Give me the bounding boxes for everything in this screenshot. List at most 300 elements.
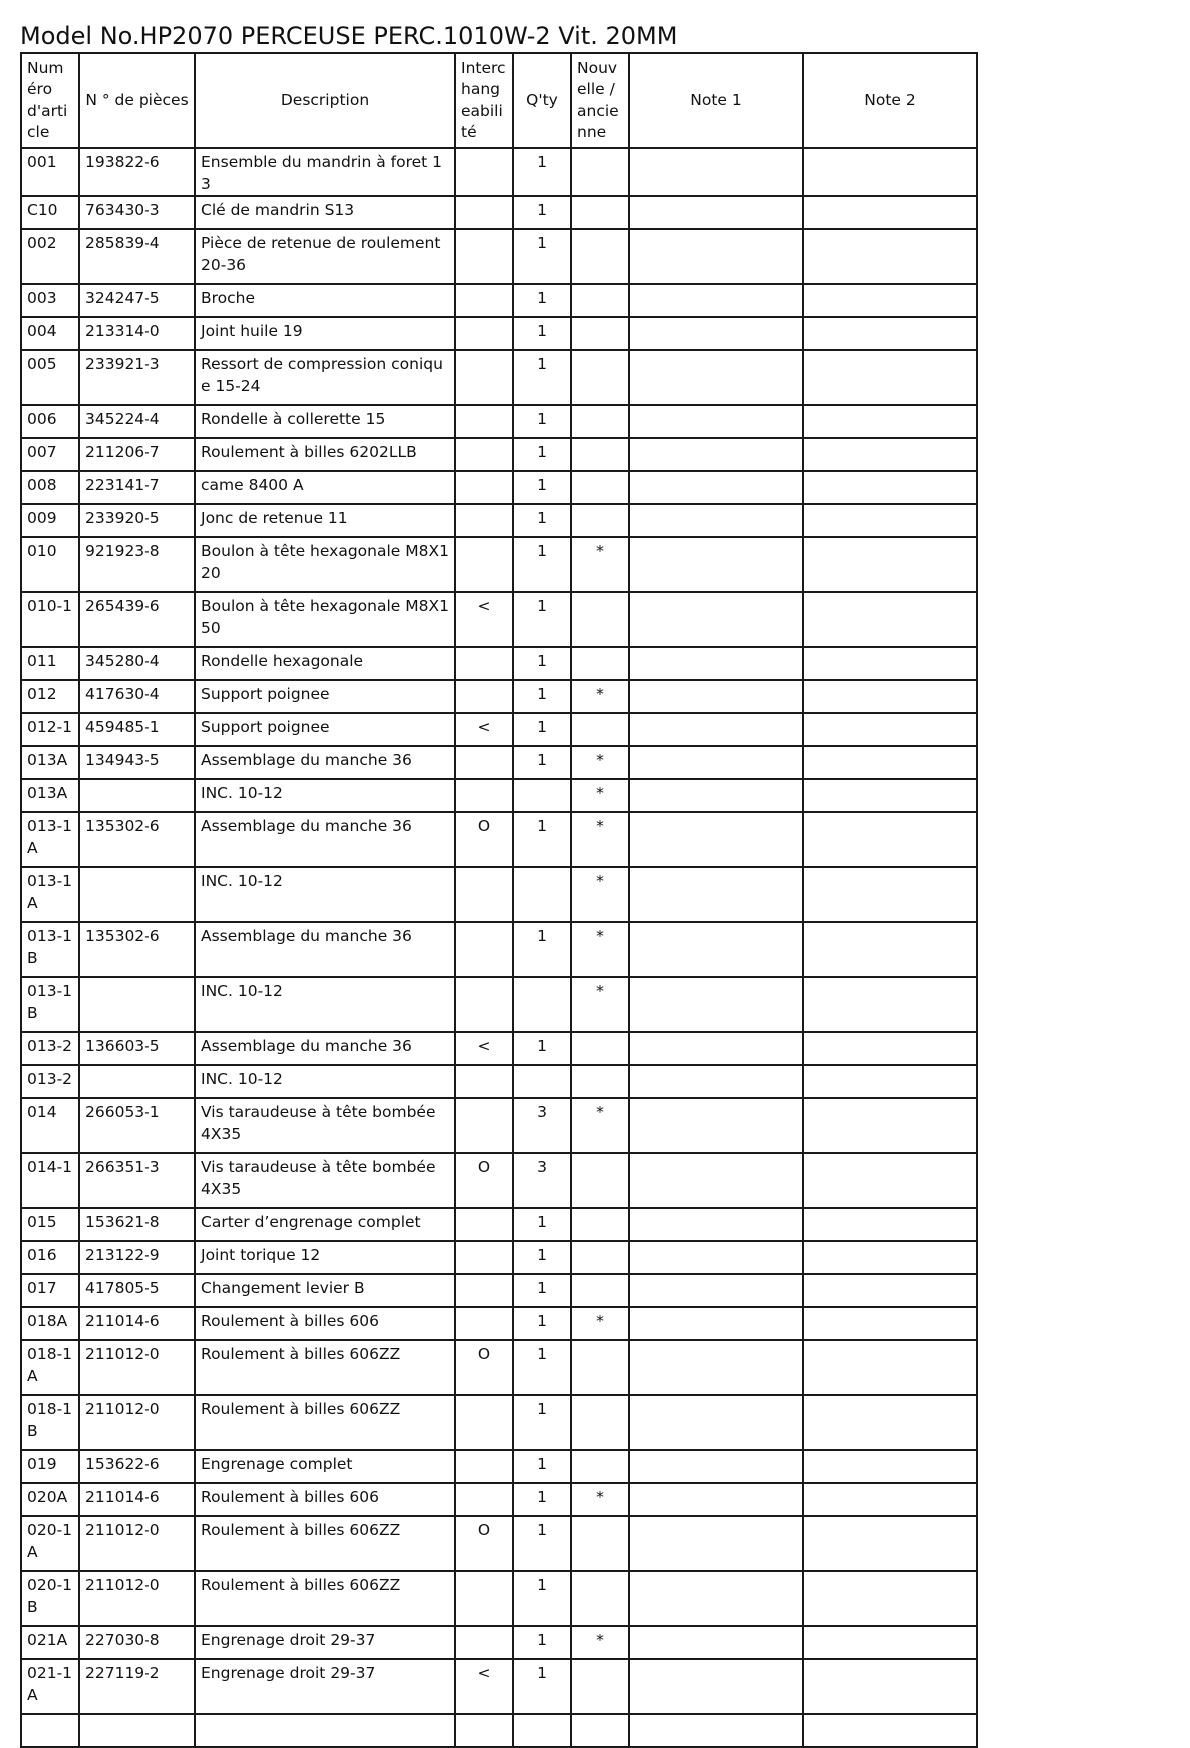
cell-note1 [629, 977, 803, 1032]
cell-new-old [571, 229, 629, 284]
cell-note2 [803, 504, 977, 537]
cell-qty: 1 [513, 1450, 571, 1483]
cell-part-no: 211012-0 [79, 1395, 195, 1450]
cell-interchangeability [455, 1241, 513, 1274]
cell-part-no: 459485-1 [79, 713, 195, 746]
cell-new-old [571, 504, 629, 537]
cell-part-no: 153621-8 [79, 1208, 195, 1241]
cell-part-no: 135302-6 [79, 922, 195, 977]
cell-interchangeability [455, 537, 513, 592]
cell-description: Roulement à billes 606ZZ [195, 1340, 455, 1395]
cell-note2 [803, 196, 977, 229]
cell-interchangeability: < [455, 1032, 513, 1065]
cell-note1 [629, 1450, 803, 1483]
cell-part-no: 211206-7 [79, 438, 195, 471]
table-row [21, 504, 977, 537]
cell-note1 [629, 471, 803, 504]
cell-part-no: 285839-4 [79, 229, 195, 284]
cell-note2 [803, 812, 977, 867]
table-row [21, 1450, 977, 1483]
cell-part-no: 763430-3 [79, 196, 195, 229]
cell-item-no: 010 [21, 537, 79, 592]
cell-description: Engrenage complet [195, 1450, 455, 1483]
cell-interchangeability [455, 1450, 513, 1483]
cell-interchangeability [455, 922, 513, 977]
cell-interchangeability [455, 405, 513, 438]
cell-part-no: 135302-6 [79, 812, 195, 867]
table-row [21, 812, 977, 867]
cell-new-old [571, 350, 629, 405]
cell-item-no: 018A [21, 1307, 79, 1340]
table-row [21, 438, 977, 471]
cell-new-old: * [571, 977, 629, 1032]
cell-part-no: 211012-0 [79, 1340, 195, 1395]
cell-interchangeability: < [455, 1659, 513, 1714]
cell-note2 [803, 779, 977, 812]
table-row [21, 1065, 977, 1098]
cell-note1 [629, 1516, 803, 1571]
cell-new-old [571, 1153, 629, 1208]
cell-note2 [803, 867, 977, 922]
cell-interchangeability [455, 229, 513, 284]
cell-item-no: 019 [21, 1450, 79, 1483]
cell-note1 [629, 1032, 803, 1065]
cell-new-old [571, 405, 629, 438]
cell-note1 [629, 1483, 803, 1516]
cell-new-old: * [571, 746, 629, 779]
cell-new-old: * [571, 1098, 629, 1153]
header-part-no: N ° de pièces [79, 53, 195, 148]
table-row [21, 1483, 977, 1516]
cell-note2 [803, 1032, 977, 1065]
cell-interchangeability [455, 1065, 513, 1098]
table-row [21, 1208, 977, 1241]
cell-interchangeability [455, 1626, 513, 1659]
cell-note2 [803, 471, 977, 504]
cell-item-no: 014 [21, 1098, 79, 1153]
table-row [21, 867, 977, 922]
cell-item-no: 013A [21, 779, 79, 812]
cell-qty: 1 [513, 148, 571, 196]
cell-note1 [629, 1208, 803, 1241]
cell-note2 [803, 1626, 977, 1659]
parts-table [20, 52, 978, 1748]
cell-interchangeability [455, 1714, 513, 1747]
cell-item-no: 002 [21, 229, 79, 284]
cell-description: Assemblage du manche 36 [195, 922, 455, 977]
cell-interchangeability [455, 680, 513, 713]
cell-interchangeability [455, 1098, 513, 1153]
cell-qty: 1 [513, 1483, 571, 1516]
cell-note1 [629, 1307, 803, 1340]
cell-qty [513, 779, 571, 812]
cell-note2 [803, 1153, 977, 1208]
cell-note1 [629, 350, 803, 405]
cell-description: Vis taraudeuse à tête bombée 4X35 [195, 1153, 455, 1208]
cell-description: Roulement à billes 606ZZ [195, 1395, 455, 1450]
cell-description: Roulement à billes 606ZZ [195, 1571, 455, 1626]
cell-note1 [629, 537, 803, 592]
cell-description: Changement levier B [195, 1274, 455, 1307]
cell-note2 [803, 713, 977, 746]
cell-new-old [571, 1340, 629, 1395]
cell-part-no: 153622-6 [79, 1450, 195, 1483]
cell-new-old [571, 1571, 629, 1626]
cell-description: Pièce de retenue de roulement 20-36 [195, 229, 455, 284]
cell-interchangeability [455, 284, 513, 317]
cell-description: Roulement à billes 606 [195, 1483, 455, 1516]
cell-description: Ensemble du mandrin à foret 13 [195, 148, 455, 196]
cell-new-old [571, 1274, 629, 1307]
cell-note1 [629, 284, 803, 317]
cell-interchangeability [455, 977, 513, 1032]
cell-note2 [803, 350, 977, 405]
cell-interchangeability [455, 504, 513, 537]
cell-item-no: 017 [21, 1274, 79, 1307]
cell-new-old: * [571, 922, 629, 977]
table-row [21, 350, 977, 405]
cell-interchangeability [455, 647, 513, 680]
table-row [21, 647, 977, 680]
cell-qty: 1 [513, 1626, 571, 1659]
cell-qty: 1 [513, 647, 571, 680]
cell-note2 [803, 537, 977, 592]
cell-new-old [571, 196, 629, 229]
cell-new-old: * [571, 537, 629, 592]
cell-item-no: 013-1A [21, 812, 79, 867]
cell-qty: 1 [513, 680, 571, 713]
cell-description: Clé de mandrin S13 [195, 196, 455, 229]
cell-description: Rondelle à collerette 15 [195, 405, 455, 438]
cell-note2 [803, 1065, 977, 1098]
cell-interchangeability [455, 438, 513, 471]
cell-qty: 1 [513, 746, 571, 779]
cell-qty: 1 [513, 471, 571, 504]
cell-note2 [803, 438, 977, 471]
cell-item-no: 018-1B [21, 1395, 79, 1450]
cell-note1 [629, 148, 803, 196]
cell-description: Assemblage du manche 36 [195, 746, 455, 779]
cell-part-no: 417805-5 [79, 1274, 195, 1307]
cell-interchangeability [455, 1395, 513, 1450]
cell-new-old: * [571, 1483, 629, 1516]
cell-interchangeability [455, 867, 513, 922]
cell-note2 [803, 1241, 977, 1274]
cell-qty: 1 [513, 284, 571, 317]
cell-item-no: 003 [21, 284, 79, 317]
cell-description: Broche [195, 284, 455, 317]
cell-note1 [629, 1714, 803, 1747]
cell-new-old: * [571, 680, 629, 713]
cell-new-old [571, 1659, 629, 1714]
cell-description: Assemblage du manche 36 [195, 1032, 455, 1065]
cell-note1 [629, 1153, 803, 1208]
cell-qty [513, 867, 571, 922]
cell-note1 [629, 1340, 803, 1395]
cell-note2 [803, 592, 977, 647]
cell-new-old [571, 148, 629, 196]
cell-description: INC. 10-12 [195, 1065, 455, 1098]
cell-part-no: 345280-4 [79, 647, 195, 680]
cell-description: Jonc de retenue 11 [195, 504, 455, 537]
cell-description: Vis taraudeuse à tête bombée 4X35 [195, 1098, 455, 1153]
cell-new-old [571, 1032, 629, 1065]
cell-part-no: 921923-8 [79, 537, 195, 592]
cell-item-no: 005 [21, 350, 79, 405]
cell-new-old [571, 1241, 629, 1274]
cell-note2 [803, 1307, 977, 1340]
cell-part-no: 233921-3 [79, 350, 195, 405]
table-row [21, 1714, 977, 1747]
cell-part-no: 324247-5 [79, 284, 195, 317]
table-row [21, 471, 977, 504]
cell-note2 [803, 746, 977, 779]
table-row [21, 922, 977, 977]
cell-interchangeability [455, 779, 513, 812]
cell-qty: 1 [513, 1208, 571, 1241]
cell-part-no: 213122-9 [79, 1241, 195, 1274]
header-description: Description [195, 53, 455, 148]
cell-qty [513, 1065, 571, 1098]
cell-new-old [571, 1450, 629, 1483]
table-row [21, 713, 977, 746]
cell-part-no: 211012-0 [79, 1571, 195, 1626]
cell-qty: 1 [513, 1307, 571, 1340]
cell-qty: 1 [513, 537, 571, 592]
cell-interchangeability [455, 746, 513, 779]
cell-description: Engrenage droit 29-37 [195, 1626, 455, 1659]
cell-part-no [79, 1714, 195, 1747]
table-row [21, 1626, 977, 1659]
cell-description: Support poignee [195, 680, 455, 713]
table-row [21, 1395, 977, 1450]
cell-note2 [803, 647, 977, 680]
cell-item-no: 020-1B [21, 1571, 79, 1626]
cell-part-no: 417630-4 [79, 680, 195, 713]
cell-description: Rondelle hexagonale [195, 647, 455, 680]
cell-qty: 1 [513, 1516, 571, 1571]
cell-qty: 1 [513, 229, 571, 284]
cell-description: Boulon à tête hexagonale M8X120 [195, 537, 455, 592]
cell-item-no: 001 [21, 148, 79, 196]
cell-interchangeability [455, 1274, 513, 1307]
cell-item-no: 013-1B [21, 977, 79, 1032]
header-new-old: Nouvelle / ancienne [571, 53, 629, 148]
cell-description: INC. 10-12 [195, 779, 455, 812]
cell-new-old: * [571, 812, 629, 867]
cell-part-no: 213314-0 [79, 317, 195, 350]
cell-description: Boulon à tête hexagonale M8X150 [195, 592, 455, 647]
cell-item-no: 021-1A [21, 1659, 79, 1714]
cell-note1 [629, 317, 803, 350]
cell-new-old [571, 438, 629, 471]
cell-description: Carter d’engrenage complet [195, 1208, 455, 1241]
cell-qty: 1 [513, 1032, 571, 1065]
cell-interchangeability [455, 1307, 513, 1340]
cell-new-old: * [571, 1307, 629, 1340]
cell-note1 [629, 196, 803, 229]
cell-item-no: 009 [21, 504, 79, 537]
table-row [21, 1032, 977, 1065]
table-row [21, 229, 977, 284]
cell-interchangeability [455, 317, 513, 350]
cell-interchangeability: O [455, 1153, 513, 1208]
cell-new-old [571, 1208, 629, 1241]
cell-new-old [571, 647, 629, 680]
cell-part-no [79, 867, 195, 922]
table-row [21, 317, 977, 350]
cell-description: INC. 10-12 [195, 867, 455, 922]
cell-item-no: 020A [21, 1483, 79, 1516]
cell-new-old: * [571, 867, 629, 922]
cell-qty: 1 [513, 350, 571, 405]
cell-new-old: * [571, 779, 629, 812]
table-row [21, 1516, 977, 1571]
cell-note2 [803, 1274, 977, 1307]
cell-note1 [629, 1395, 803, 1450]
cell-interchangeability [455, 350, 513, 405]
cell-qty: 1 [513, 1340, 571, 1395]
cell-qty: 1 [513, 592, 571, 647]
cell-qty: 1 [513, 1659, 571, 1714]
table-row [21, 977, 977, 1032]
cell-part-no [79, 977, 195, 1032]
cell-description: Ressort de compression conique 15-24 [195, 350, 455, 405]
table-row [21, 284, 977, 317]
cell-interchangeability [455, 1571, 513, 1626]
cell-description: Joint huile 19 [195, 317, 455, 350]
cell-qty: 1 [513, 438, 571, 471]
cell-qty: 1 [513, 812, 571, 867]
cell-qty: 1 [513, 713, 571, 746]
cell-description: Joint torique 12 [195, 1241, 455, 1274]
header-interchangeability: Interchangeabilité [455, 53, 513, 148]
cell-new-old [571, 1516, 629, 1571]
cell-qty: 3 [513, 1098, 571, 1153]
cell-note1 [629, 438, 803, 471]
cell-note2 [803, 1516, 977, 1571]
cell-note2 [803, 977, 977, 1032]
cell-part-no: 136603-5 [79, 1032, 195, 1065]
table-row [21, 1307, 977, 1340]
cell-part-no: 233920-5 [79, 504, 195, 537]
cell-new-old [571, 471, 629, 504]
table-row [21, 1153, 977, 1208]
cell-part-no: 345224-4 [79, 405, 195, 438]
cell-description: Support poignee [195, 713, 455, 746]
document-title: Model No.HP2070 PERCEUSE PERC.1010W-2 Vit. 20MM [20, 22, 678, 50]
cell-new-old [571, 284, 629, 317]
cell-item-no: 018-1A [21, 1340, 79, 1395]
cell-part-no: 134943-5 [79, 746, 195, 779]
cell-description: Roulement à billes 606ZZ [195, 1516, 455, 1571]
cell-item-no: 015 [21, 1208, 79, 1241]
cell-note1 [629, 713, 803, 746]
cell-note1 [629, 922, 803, 977]
cell-description: Assemblage du manche 36 [195, 812, 455, 867]
cell-qty: 1 [513, 1395, 571, 1450]
table-row [21, 405, 977, 438]
cell-part-no [79, 1065, 195, 1098]
cell-item-no: 006 [21, 405, 79, 438]
cell-note2 [803, 1450, 977, 1483]
cell-note2 [803, 1098, 977, 1153]
cell-note2 [803, 317, 977, 350]
header-qty: Q'ty [513, 53, 571, 148]
cell-note1 [629, 1571, 803, 1626]
cell-item-no: 020-1A [21, 1516, 79, 1571]
cell-interchangeability: O [455, 1516, 513, 1571]
cell-note2 [803, 148, 977, 196]
cell-new-old [571, 317, 629, 350]
table-row [21, 680, 977, 713]
cell-item-no: C10 [21, 196, 79, 229]
cell-interchangeability: < [455, 592, 513, 647]
cell-note1 [629, 746, 803, 779]
cell-note1 [629, 1065, 803, 1098]
cell-note1 [629, 1274, 803, 1307]
cell-interchangeability: O [455, 812, 513, 867]
cell-qty: 1 [513, 317, 571, 350]
cell-qty: 1 [513, 1274, 571, 1307]
cell-part-no: 266351-3 [79, 1153, 195, 1208]
cell-part-no: 266053-1 [79, 1098, 195, 1153]
cell-new-old [571, 1065, 629, 1098]
cell-new-old [571, 713, 629, 746]
cell-description: INC. 10-12 [195, 977, 455, 1032]
cell-note2 [803, 405, 977, 438]
cell-part-no: 211014-6 [79, 1483, 195, 1516]
cell-new-old: * [571, 1626, 629, 1659]
header-item-no: Numéro d'article [21, 53, 79, 148]
cell-note1 [629, 504, 803, 537]
cell-item-no [21, 1714, 79, 1747]
cell-qty: 1 [513, 405, 571, 438]
cell-item-no: 013-1A [21, 867, 79, 922]
table-row [21, 1340, 977, 1395]
table-row [21, 537, 977, 592]
cell-item-no: 013A [21, 746, 79, 779]
parts-table-body [21, 148, 977, 1747]
cell-note2 [803, 284, 977, 317]
cell-item-no: 010-1 [21, 592, 79, 647]
cell-description: came 8400 A [195, 471, 455, 504]
cell-item-no: 013-2 [21, 1032, 79, 1065]
cell-interchangeability [455, 1208, 513, 1241]
cell-note2 [803, 229, 977, 284]
cell-interchangeability [455, 1483, 513, 1516]
cell-item-no: 014-1 [21, 1153, 79, 1208]
cell-qty: 1 [513, 196, 571, 229]
cell-part-no: 227119-2 [79, 1659, 195, 1714]
table-row [21, 196, 977, 229]
cell-note2 [803, 1340, 977, 1395]
cell-note1 [629, 779, 803, 812]
cell-interchangeability [455, 196, 513, 229]
cell-interchangeability [455, 148, 513, 196]
cell-description: Engrenage droit 29-37 [195, 1659, 455, 1714]
cell-note2 [803, 922, 977, 977]
cell-note1 [629, 405, 803, 438]
cell-note1 [629, 592, 803, 647]
cell-interchangeability: O [455, 1340, 513, 1395]
cell-note1 [629, 229, 803, 284]
cell-part-no: 227030-8 [79, 1626, 195, 1659]
table-row [21, 1659, 977, 1714]
cell-new-old [571, 1395, 629, 1450]
cell-qty: 1 [513, 504, 571, 537]
cell-description [195, 1714, 455, 1747]
